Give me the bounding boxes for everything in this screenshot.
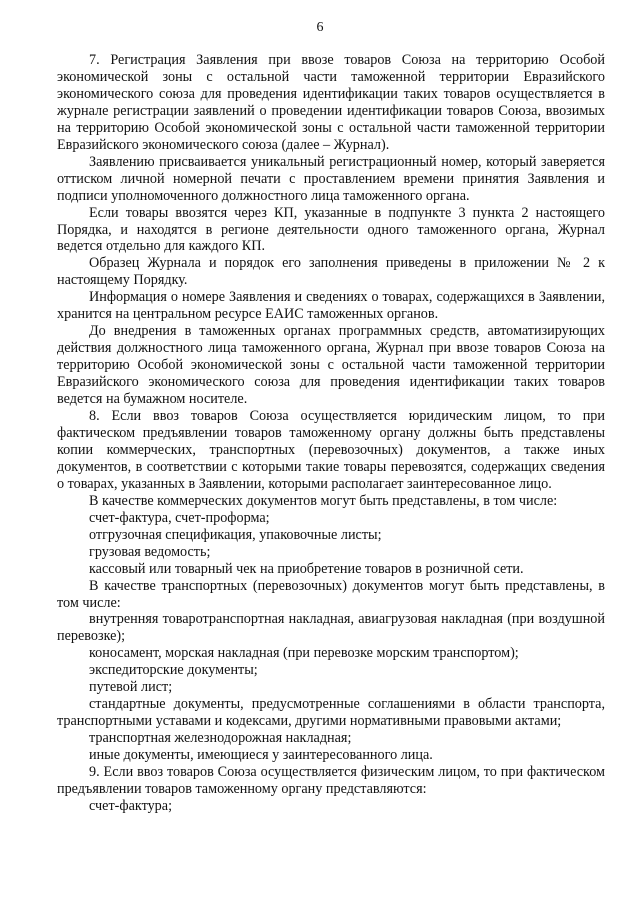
paragraph-9-individual: 9. Если ввоз товаров Союза осуществляется физическим лицом, то при фактическом предъявлении товаров таможенному органу представляются:	[57, 764, 605, 797]
list-item: счет-фактура, счет-проформа;	[89, 509, 270, 526]
list-intro: В качестве коммерческих документов могут быть представлены, в том числе:	[89, 492, 558, 509]
list-item: счет-фактура;	[89, 797, 173, 814]
paragraph: Если товары ввозятся через КП, указанные в подпункте 3 пункта 2 настоящего Порядка, и находятся в регионе деятельности одного таможенного органа, Журнал ведется отдельно для каждого КП.	[57, 204, 605, 255]
paragraph: Заявлению присваивается уникальный регистрационный номер, который заверяется оттиском личной номерной печати с проставлением времени принятия Заявления и подписи уполномоченного должностного лица таможенного органа.	[57, 153, 605, 204]
list-item: внутренняя товаротранспортная накладная, авиагрузовая накладная (при воздушной перевозке);	[57, 611, 605, 645]
list-item: транспортная железнодорожная накладная;	[89, 730, 352, 747]
paragraph: Информация о номере Заявления и сведениях о товарах, содержащихся в Заявлении, хранится на центральном ресурсе ЕАИС таможенных органов.	[57, 289, 605, 323]
list-item: коносамент, морская накладная (при перевозке морским транспортом);	[89, 645, 519, 662]
list-intro: В качестве транспортных (перевозочных) документов могут быть представлены, в том числе:	[57, 577, 605, 611]
list-item: стандартные документы, предусмотренные соглашениями в области транспорта, транспортными уставами и кодексами, другими нормативными правовыми актами;	[57, 696, 605, 730]
paragraph-8-legal-entity: 8. Если ввоз товаров Союза осуществляется юридическим лицом, то при фактическом предъявлении товаров таможенному органу должны быть представлены копии коммерческих, транспортных (перевозочных) документов, а также иных документов, в соответствии с которыми такие товары перевозятся, содержащих сведения о товарах, указанных в Заявлении, которыми располагает заинтересованное лицо.	[57, 408, 605, 492]
list-item: отгрузочная спецификация, упаковочные листы;	[89, 526, 382, 543]
list-item: кассовый или товарный чек на приобретение товаров в розничной сети.	[89, 560, 524, 577]
list-item: грузовая ведомость;	[89, 543, 211, 560]
paragraph: Образец Журнала и порядок его заполнения приведены в приложении № 2 к настоящему Порядку.	[57, 255, 605, 289]
paragraph: До внедрения в таможенных органах программных средств, автоматизирующих действия должностного лица таможенного органа, Журнал при ввозе товаров Союза на территорию Особой экономической зоны с остальной части таможенной территории Евразийского экономического союза для проведения идентификации таких товаров ведется на бумажном носителе.	[57, 323, 605, 408]
list-item: иные документы, имеющиеся у заинтересованного лица.	[89, 747, 433, 764]
paragraph-7-registration: 7. Регистрация Заявления при ввозе товаров Союза на территорию Особой экономической зоны с остальной части таможенной территории Евразийского экономического союза для проведения идентификации таких товаров осуществляется в журнале регистрации заявлений о проведении идентификации товаров Союза, ввозимых на территорию Особой экономической зоны с остальной части таможенной территории Евразийского экономического союза (далее – Журнал).	[57, 52, 605, 153]
page-number: 6	[316, 20, 324, 35]
list-item: путевой лист;	[89, 679, 173, 696]
list-item: экспедиторские документы;	[89, 662, 258, 679]
document-body	[57, 52, 605, 815]
